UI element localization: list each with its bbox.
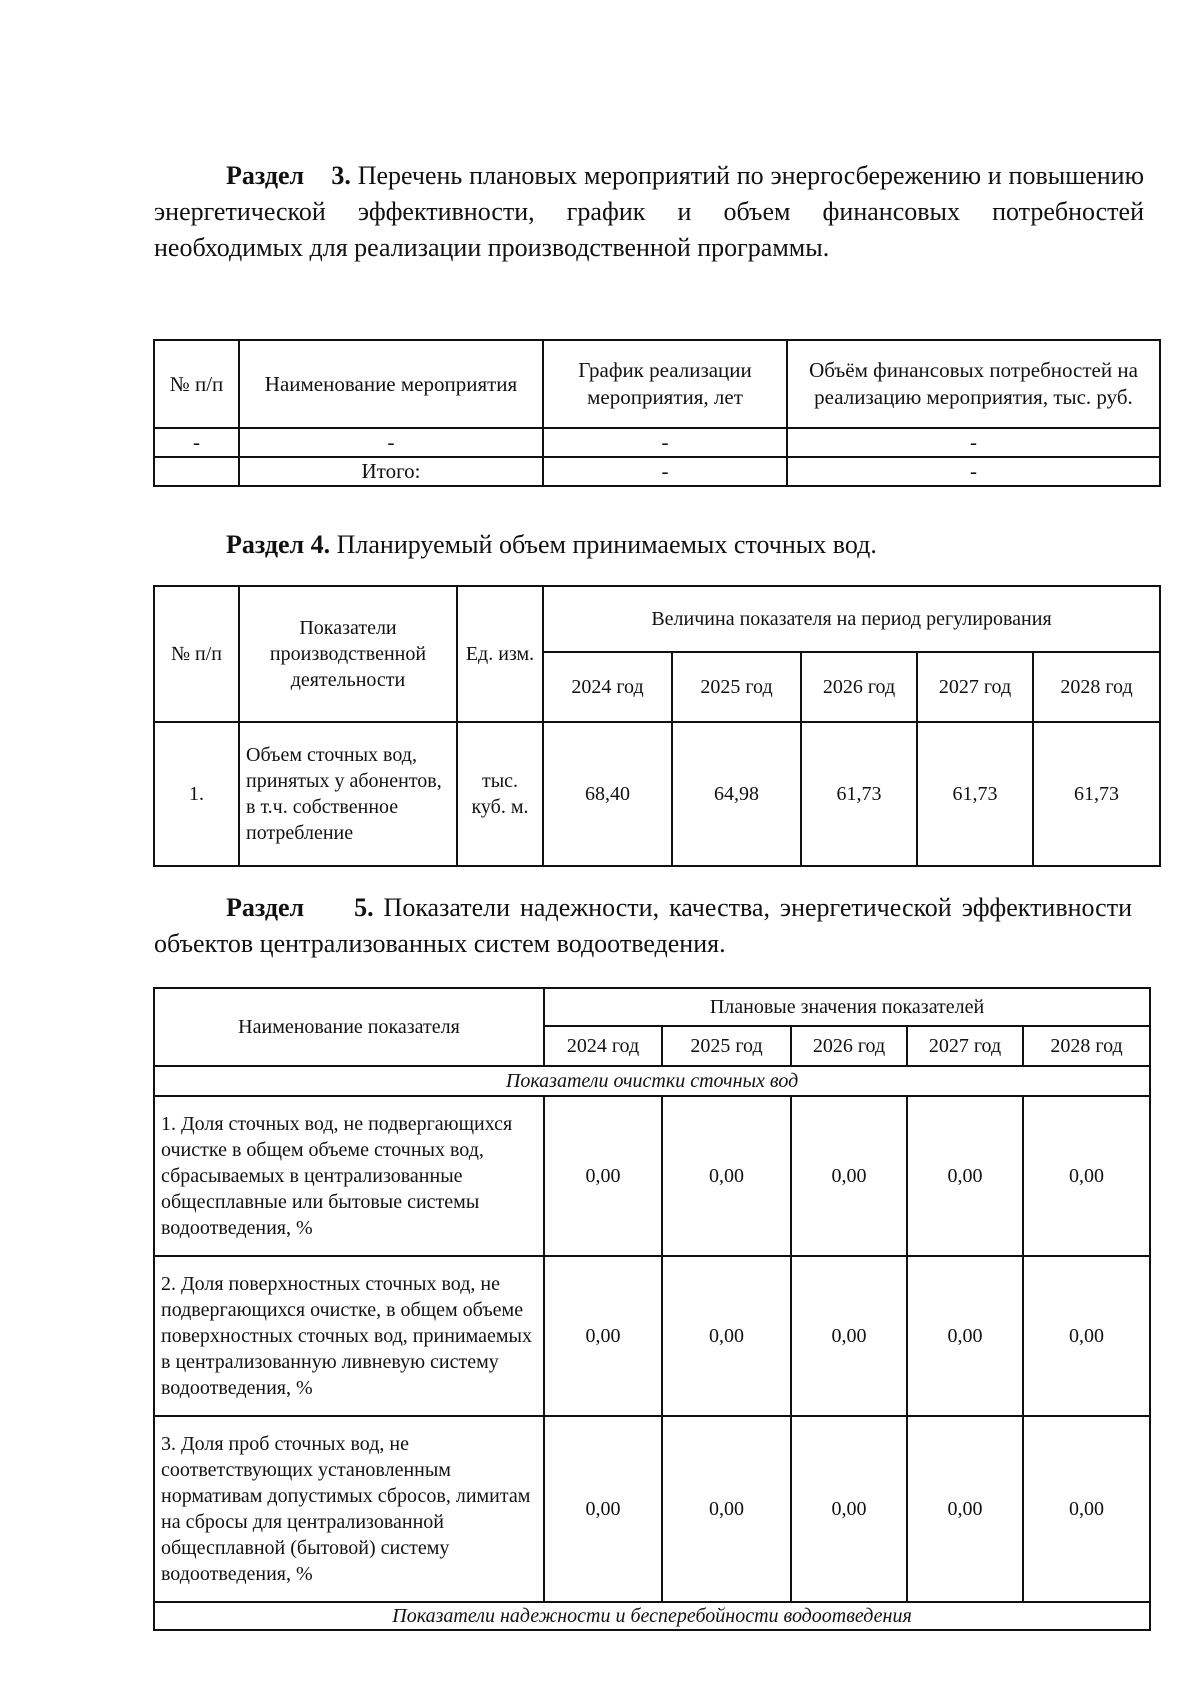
header-year: 2028 год <box>1023 1026 1150 1066</box>
cell <box>154 457 239 486</box>
section5-number: 5. <box>354 893 374 922</box>
row-unit: тыс. куб. м. <box>457 722 543 866</box>
section4-text: Планируемый объем принимаемых сточных вод. <box>330 530 877 559</box>
header-year: 2026 год <box>801 652 917 722</box>
table-row <box>154 1256 1150 1416</box>
header-year: 2024 год <box>543 652 672 722</box>
section5-heading <box>154 890 1132 962</box>
table-group-row <box>154 1066 1150 1096</box>
header-year: 2027 год <box>907 1026 1023 1066</box>
section3-label: Раздел <box>226 161 305 190</box>
value-cell: 68,40 <box>543 722 672 866</box>
value-cell: 0,00 <box>791 1256 907 1416</box>
value-cell: 0,00 <box>1023 1096 1150 1256</box>
header-year: 2028 год <box>1033 652 1160 722</box>
value-cell: 0,00 <box>544 1256 662 1416</box>
total-amount: - <box>787 457 1160 486</box>
section4-label: Раздел 4. <box>226 530 331 559</box>
cell: - <box>543 428 787 457</box>
header-indicator: Показатели производственной деятельности <box>239 586 457 722</box>
header-year: 2027 год <box>917 652 1033 722</box>
row-indicator-name: 2. Доля поверхностных сточных вод, не подвергающихся очистке, в общем объеме поверхностных сточных вод, принимаемых в централизованную ливневую систему водоотведения, % <box>154 1256 544 1416</box>
value-cell: 0,00 <box>907 1416 1023 1602</box>
table-header-row <box>154 988 1150 1026</box>
value-cell: 0,00 <box>544 1416 662 1602</box>
section5-label: Раздел <box>226 893 305 922</box>
table-group-row <box>154 1602 1150 1630</box>
header-num: № п/п <box>154 340 239 428</box>
header-year: 2024 год <box>544 1026 662 1066</box>
value-cell: 0,00 <box>791 1096 907 1256</box>
group-label-reliability: Показатели надежности и бесперебойности водоотведения <box>154 1602 1150 1630</box>
value-cell: 61,73 <box>917 722 1033 866</box>
header-num: № п/п <box>154 586 239 722</box>
total-schedule: - <box>543 457 787 486</box>
table-measures <box>153 339 1161 487</box>
cell: - <box>154 428 239 457</box>
total-label: Итого: <box>239 457 543 486</box>
value-cell: 0,00 <box>907 1096 1023 1256</box>
cell: - <box>239 428 543 457</box>
table-total-row <box>154 457 1160 486</box>
section3-number: 3. <box>331 161 351 190</box>
value-cell: 0,00 <box>544 1096 662 1256</box>
value-cell: 0,00 <box>791 1416 907 1602</box>
header-indicator-name: Наименование показателя <box>154 988 544 1066</box>
row-indicator-name: 3. Доля проб сточных вод, не соответствующих установленным нормативам допустимых сбросов, лимитам на сбросы для централизованной общесплавной (бытовой) систему водоотведения, % <box>154 1416 544 1602</box>
section4-heading <box>226 527 1166 563</box>
header-year: 2025 год <box>662 1026 791 1066</box>
header-planned-values: Плановые значения показателей <box>544 988 1150 1026</box>
header-year: 2025 год <box>672 652 801 722</box>
row-indicator-name: 1. Доля сточных вод, не подвергающихся очистке в общем объеме сточных вод, сбрасываемых в централизованные общесплавные или бытовые системы водоотведения, % <box>154 1096 544 1256</box>
header-period-group: Величина показателя на период регулирования <box>543 586 1160 652</box>
value-cell: 0,00 <box>662 1096 791 1256</box>
value-cell: 0,00 <box>907 1256 1023 1416</box>
row-indicator-name: Объем сточных вод, принятых у абонентов, в т.ч. собственное потребление <box>239 722 457 866</box>
table-row <box>154 722 1160 866</box>
group-label-treatment: Показатели очистки сточных вод <box>154 1066 1150 1096</box>
header-finance: Объём финансовых потребностей на реализацию мероприятия, тыс. руб. <box>787 340 1160 428</box>
section3-heading <box>154 158 1144 266</box>
value-cell: 61,73 <box>801 722 917 866</box>
table-wastewater-volume <box>153 585 1161 867</box>
section3-text: Перечень плановых мероприятий по энергосбережению и повышению энергетической эффективности, график и объем финансовых потребностей необходимых для реализации производственной программы. <box>154 161 1145 262</box>
row-num: 1. <box>154 722 239 866</box>
header-measure-name: Наименование мероприятия <box>239 340 543 428</box>
value-cell: 0,00 <box>662 1256 791 1416</box>
value-cell: 61,73 <box>1033 722 1160 866</box>
value-cell: 64,98 <box>672 722 801 866</box>
value-cell: 0,00 <box>1023 1256 1150 1416</box>
cell: - <box>787 428 1160 457</box>
value-cell: 0,00 <box>1023 1416 1150 1602</box>
table-row <box>154 1416 1150 1602</box>
table-row <box>154 1096 1150 1256</box>
header-schedule: График реализации мероприятия, лет <box>543 340 787 428</box>
header-year: 2026 год <box>791 1026 907 1066</box>
table-quality-indicators <box>153 987 1151 1631</box>
table-header-row <box>154 340 1160 428</box>
section5-text: Показатели надежности, качества, энергетической эффективности объектов централизованных систем водоотведения. <box>154 893 1132 958</box>
value-cell: 0,00 <box>662 1416 791 1602</box>
table-header-row <box>154 586 1160 652</box>
table-row <box>154 428 1160 457</box>
header-unit: Ед. изм. <box>457 586 543 722</box>
